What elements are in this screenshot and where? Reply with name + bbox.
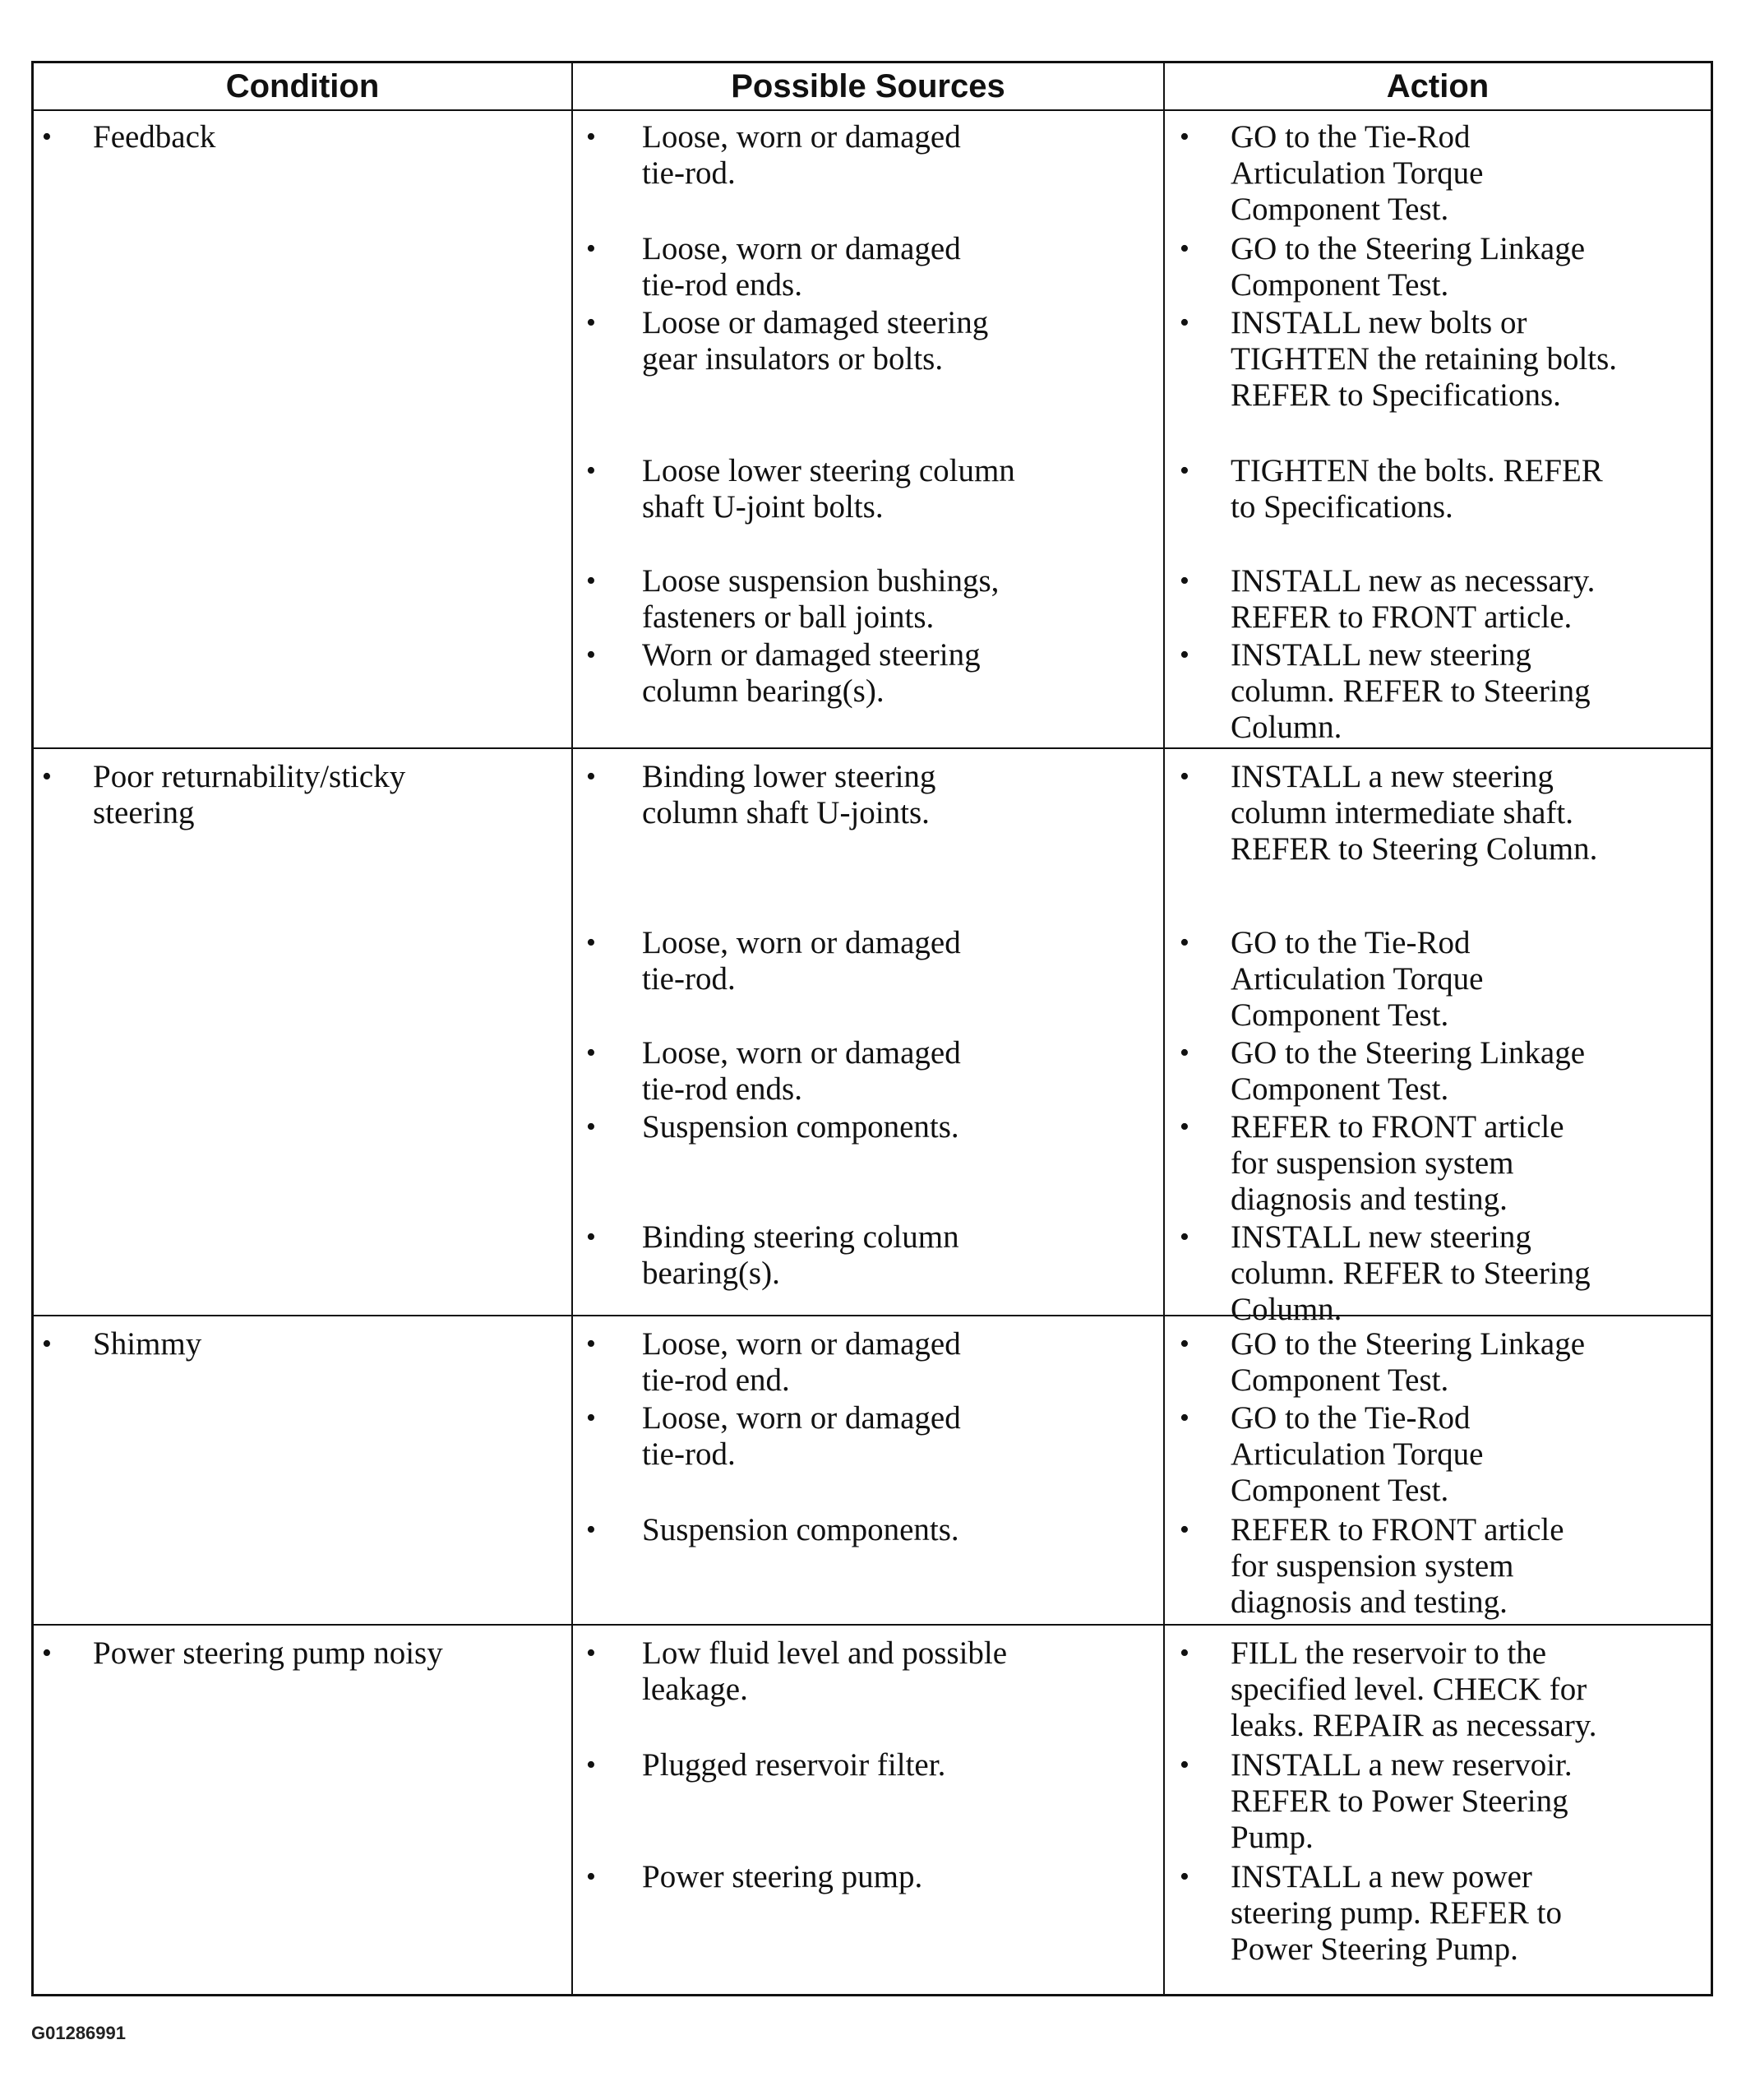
diagnosis-table — [31, 61, 1713, 1996]
header-possible-sources: Possible Sources — [731, 68, 1005, 104]
action-item: INSTALL a new steering column intermediate shaft. REFER to Steering Column. — [1231, 759, 1598, 867]
action-item: REFER to FRONT article for suspension system diagnosis and testing. — [1231, 1512, 1564, 1620]
bullet-icon: • — [586, 1515, 596, 1545]
bullet-icon: • — [586, 1329, 596, 1359]
bullet-icon: • — [1180, 566, 1189, 596]
action-item: REFER to FRONT article for suspension system diagnosis and testing. — [1231, 1109, 1564, 1217]
action-item: GO to the Tie-Rod Articulation Torque Component Test. — [1231, 119, 1484, 227]
action-item: INSTALL new as necessary. REFER to FRONT article. — [1231, 563, 1596, 635]
possible-source-item: Loose suspension bushings, fasteners or ball joints. — [642, 563, 1000, 635]
possible-source-item: Worn or damaged steering column bearing(s). — [642, 637, 981, 709]
bullet-icon: • — [586, 761, 596, 792]
possible-source-item: Loose, worn or damaged tie-rod end. — [642, 1326, 961, 1398]
bullet-icon: • — [1180, 234, 1189, 264]
bullet-icon: • — [586, 566, 596, 596]
bullet-icon: • — [1180, 1038, 1189, 1068]
bullet-icon: • — [1180, 1638, 1189, 1668]
bullet-icon: • — [1180, 1403, 1189, 1433]
bullet-icon: • — [42, 1638, 52, 1668]
bullet-icon: • — [42, 122, 52, 152]
bullet-icon: • — [586, 1038, 596, 1068]
bullet-icon: • — [1180, 640, 1189, 670]
bullet-icon: • — [586, 1862, 596, 1892]
bullet-icon: • — [1180, 308, 1189, 338]
column-divider — [571, 63, 573, 1994]
possible-source-item: Plugged reservoir filter. — [642, 1747, 946, 1783]
bullet-icon: • — [1180, 1112, 1189, 1142]
bullet-icon: • — [1180, 761, 1189, 792]
possible-source-item: Loose, worn or damaged tie-rod. — [642, 1400, 961, 1472]
possible-source-item: Loose, worn or damaged tie-rod ends. — [642, 231, 961, 303]
condition-text: Poor returnability/sticky steering — [93, 759, 406, 830]
figure-id: G01286991 — [31, 2023, 126, 2043]
action-item: GO to the Steering Linkage Component Test. — [1231, 1035, 1586, 1107]
bullet-icon: • — [1180, 456, 1189, 486]
possible-source-item: Low fluid level and possible leakage. — [642, 1635, 1008, 1707]
bullet-icon: • — [1180, 1862, 1189, 1892]
condition-text: Feedback — [93, 119, 216, 155]
bullet-icon: • — [1180, 1222, 1189, 1252]
action-item: INSTALL a new power steering pump. REFER to Power Steering Pump. — [1231, 1859, 1562, 1967]
row-divider — [34, 1624, 1711, 1626]
bullet-icon: • — [1180, 1750, 1189, 1780]
bullet-icon: • — [586, 1112, 596, 1142]
possible-source-item: Loose, worn or damaged tie-rod ends. — [642, 1035, 961, 1107]
bullet-icon: • — [1180, 122, 1189, 152]
bullet-icon: • — [1180, 1329, 1189, 1359]
bullet-icon: • — [42, 761, 52, 792]
possible-source-item: Power steering pump. — [642, 1859, 923, 1894]
header-action: Action — [1386, 68, 1490, 104]
condition-text: Shimmy — [93, 1326, 202, 1362]
possible-source-item: Loose or damaged steering gear insulators or bolts. — [642, 305, 989, 377]
bullet-icon: • — [586, 927, 596, 958]
action-item: INSTALL new bolts or TIGHTEN the retaining bolts. REFER to Specifications. — [1231, 305, 1618, 413]
possible-source-item: Binding lower steering column shaft U-joints. — [642, 759, 936, 830]
bullet-icon: • — [586, 456, 596, 486]
action-item: FILL the reservoir to the specified level. CHECK for leaks. REPAIR as necessary. — [1231, 1635, 1597, 1743]
column-divider — [1163, 63, 1165, 1994]
bullet-icon: • — [586, 1222, 596, 1252]
action-item: INSTALL new steering column. REFER to Steering Column. — [1231, 1219, 1591, 1327]
action-item: TIGHTEN the bolts. REFER to Specifications. — [1231, 453, 1603, 525]
bullet-icon: • — [586, 1403, 596, 1433]
possible-source-item: Loose, worn or damaged tie-rod. — [642, 925, 961, 997]
bullet-icon: • — [1180, 927, 1189, 958]
possible-source-item: Loose, worn or damaged tie-rod. — [642, 119, 961, 191]
row-divider — [34, 747, 1711, 749]
bullet-icon: • — [586, 308, 596, 338]
bullet-icon: • — [586, 1750, 596, 1780]
bullet-icon: • — [586, 640, 596, 670]
bullet-icon: • — [1180, 1515, 1189, 1545]
header-condition: Condition — [225, 68, 380, 104]
bullet-icon: • — [586, 122, 596, 152]
action-item: GO to the Steering Linkage Component Test. — [1231, 1326, 1586, 1398]
action-item: GO to the Steering Linkage Component Test. — [1231, 231, 1586, 303]
bullet-icon: • — [586, 1638, 596, 1668]
action-item: INSTALL new steering column. REFER to Steering Column. — [1231, 637, 1591, 745]
possible-source-item: Suspension components. — [642, 1109, 959, 1145]
action-item: INSTALL a new reservoir. REFER to Power Steering Pump. — [1231, 1747, 1573, 1855]
bullet-icon: • — [42, 1329, 52, 1359]
action-item: GO to the Tie-Rod Articulation Torque Component Test. — [1231, 1400, 1484, 1508]
possible-source-item: Suspension components. — [642, 1512, 959, 1547]
action-item: GO to the Tie-Rod Articulation Torque Component Test. — [1231, 925, 1484, 1033]
condition-text: Power steering pump noisy — [93, 1635, 443, 1671]
possible-source-item: Binding steering column bearing(s). — [642, 1219, 959, 1291]
table-header-row — [34, 63, 1711, 111]
bullet-icon: • — [586, 234, 596, 264]
possible-source-item: Loose lower steering column shaft U-joint bolts. — [642, 453, 1015, 525]
